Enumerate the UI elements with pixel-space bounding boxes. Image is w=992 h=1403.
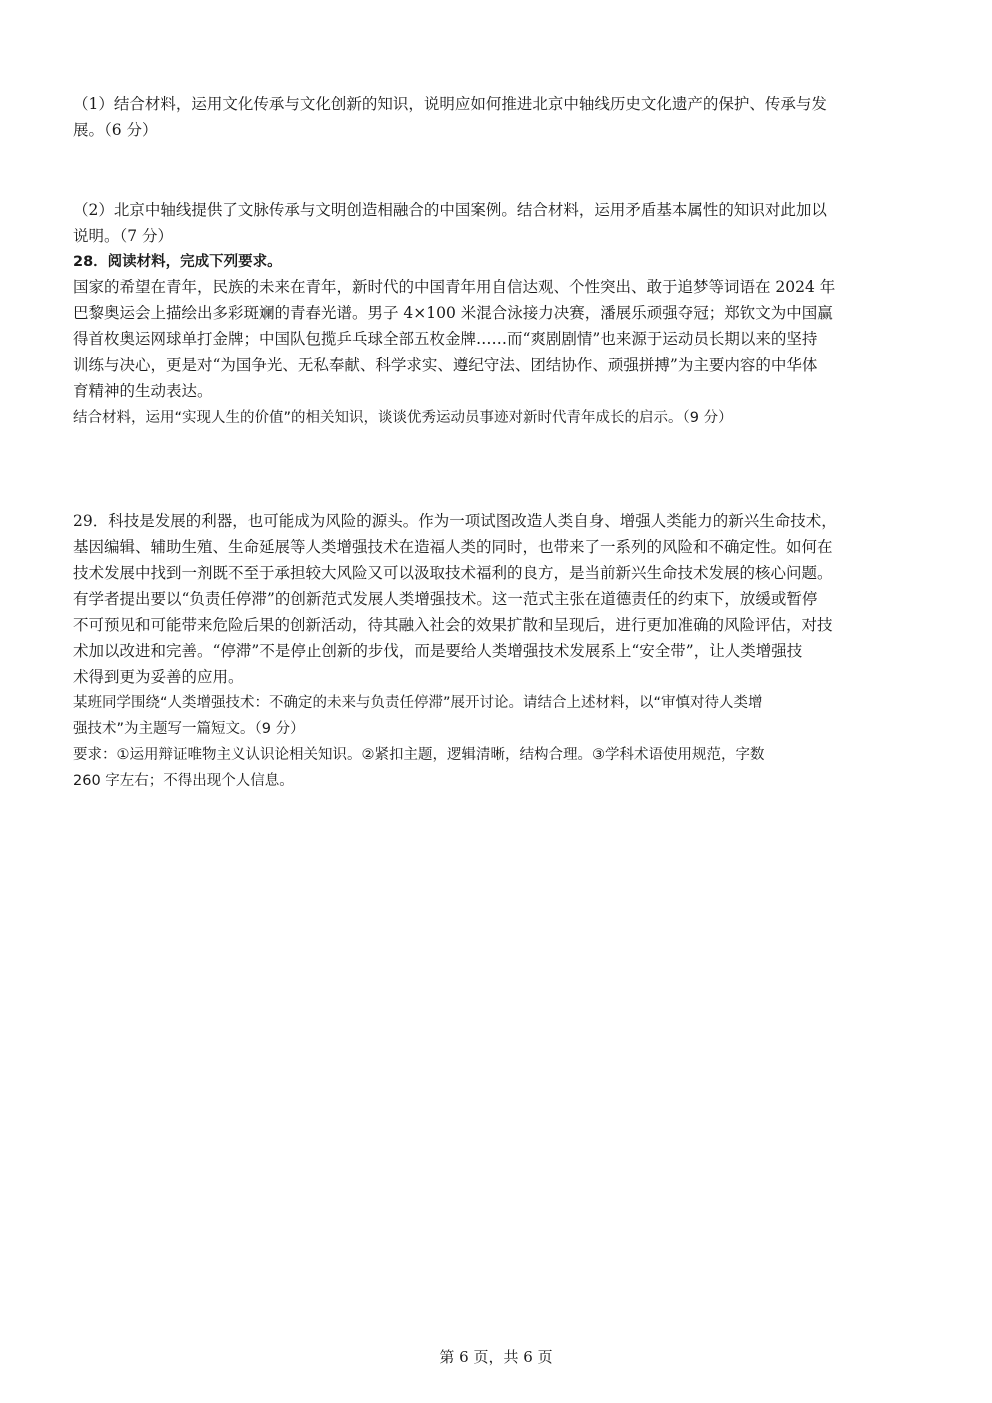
q29-material-line: 基因编辑、辅助生殖、生命延展等人类增强技术在造福人类的同时，也带来了一系列的风险和不确定性。如何在 [73,538,833,556]
q28-question: 结合材料，运用“实现人生的价值”的相关知识，谈谈优秀运动员事迹对新时代青年成长的启示。（9 分） [73,410,733,426]
q28-material-line: 巴黎奥运会上描绘出多彩斑斓的青春光谱。男子 4×100 米混合泳接力决赛，潘展乐顽强夺冠；郑钦文为中国赢 [73,304,833,322]
q28-material-line: 育精神的生动表达。 [73,382,213,400]
q27-sub1-line2: 展。（6 分） [73,121,158,139]
q27-sub1-line1: （1）结合材料，运用文化传承与文化创新的知识，说明应如何推进北京中轴线历史文化遗产的保护、传承与发 [73,95,827,113]
q29-material-line: 技术发展中找到一剂既不至于承担较大风险又可以汲取技术福利的良方，是当前新兴生命技术发展的核心问题。 [73,564,833,582]
q27-sub2-line1: （2）北京中轴线提供了文脉传承与文明创造相融合的中国案例。结合材料，运用矛盾基本属性的知识对此加以 [73,201,827,219]
q29-material-line: 有学者提出要以“负责任停滞”的创新范式发展人类增强技术。这一范式主张在道德责任的约束下，放缓或暂停 [73,590,818,608]
q29-material-line: 不可预见和可能带来危险后果的创新活动，待其融入社会的效果扩散和呈现后，进行更加准确的风险评估，对技 [73,616,833,634]
q28-material-line: 得首枚奥运网球单打金牌；中国队包揽乒乓球全部五枚金牌……而“爽剧剧情”也来源于运动员长期以来的坚持 [73,330,818,348]
q27-sub2-line2: 说明。（7 分） [73,227,174,245]
q29-material-line: 29．科技是发展的利器，也可能成为风险的源头。作为一项试图改造人类自身、增强人类能力的新兴生命技术， [73,512,837,530]
page-number: 第 6 页，共 6 页 [439,1348,553,1366]
q29-material-line: 术得到更为妥善的应用。 [73,668,244,686]
q29-material-line: 术加以改进和完善。“停滞”不是停止创新的步伐，而是要给人类增强技术发展系上“安全带”，让人类增强技 [73,642,803,660]
q29-requirements-line: 260 字左右；不得出现个人信息。 [73,773,294,789]
q28-material-line: 训练与决心，更是对“为国争光、无私奉献、科学求实、遵纪守法、团结协作、顽强拼搏”为主要内容的中华体 [73,356,818,374]
q29-task-line: 强技术”为主题写一篇短文。（9 分） [73,721,305,737]
q28-heading: 28．阅读材料，完成下列要求。 [73,254,282,270]
q28-material-line: 国家的希望在青年，民族的未来在青年，新时代的中国青年用自信达观、个性突出、敢于追梦等词语在 2024 年 [73,278,836,296]
q29-requirements-line: 要求：①运用辩证唯物主义认识论相关知识。②紧扣主题，逻辑清晰，结构合理。③学科术语使用规范，字数 [73,747,765,763]
q29-task-line: 某班同学围绕“人类增强技术：不确定的未来与负责任停滞”展开讨论。请结合上述材料，以“审慎对待人类增 [73,695,763,711]
